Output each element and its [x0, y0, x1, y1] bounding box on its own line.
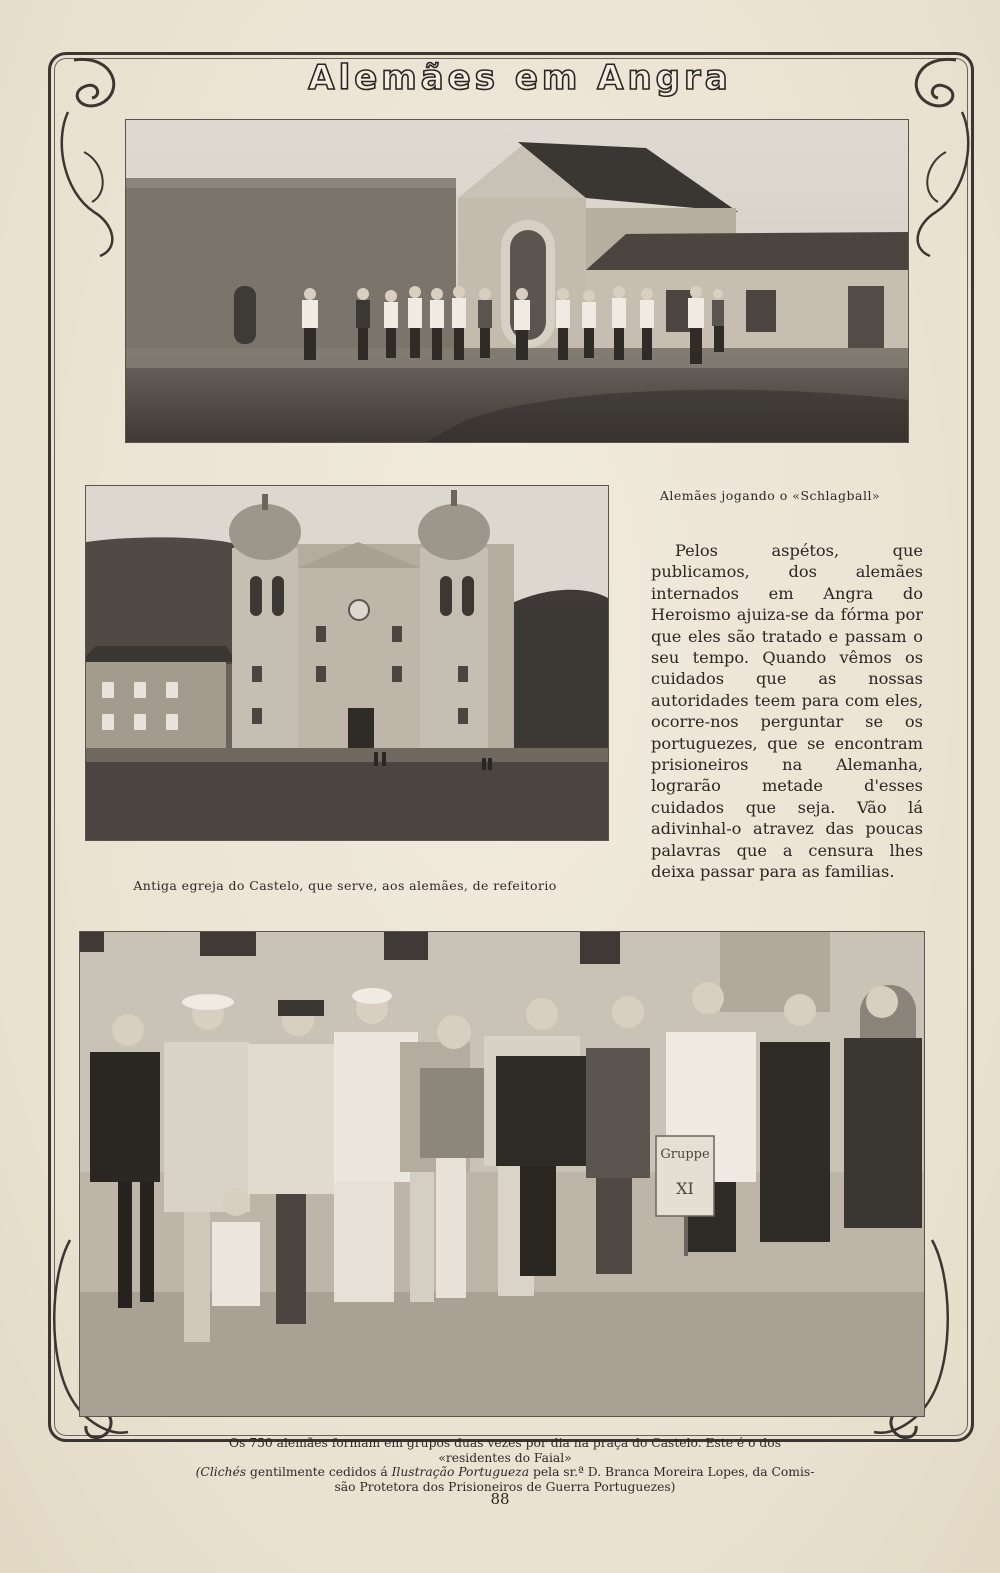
page-number: 88: [490, 1490, 510, 1508]
caption-credit-line2: são Protetora dos Prisioneiros de Guerra Portuguezes): [334, 1479, 676, 1494]
sign-text-gruppe: Gruppe: [660, 1147, 710, 1162]
credit-mid1: gentilmente cedidos á: [246, 1465, 392, 1479]
caption-credit: [120, 1465, 890, 1480]
sign-text-number: XI: [676, 1179, 694, 1198]
corner-ornament-top-left: [54, 52, 134, 262]
credit-mid2: pela sr.ª D. Branca Moreira Lopes, da Comis-: [529, 1465, 815, 1479]
photo-group-residentes: [80, 932, 924, 1416]
caption-group-line2: «residentes do Faial»: [438, 1450, 572, 1465]
caption-group: [120, 1436, 890, 1494]
photo-church: [86, 486, 608, 840]
photo-schlagball: [126, 120, 908, 442]
caption-group-line1: Os 750 alemães formam em grupos duas vezes por dia na praça do Castelo. Este é o dos: [228, 1436, 782, 1450]
page-title: Alemães em Angra: [308, 58, 732, 98]
credit-publication: Ilustração Portugueza: [391, 1465, 530, 1479]
credit-prefix: (Clichés: [195, 1465, 247, 1479]
caption-church: Antiga egreja do Castelo, que serve, aos alemães, de refeitorio: [133, 878, 557, 893]
caption-schlagball: Alemães jogando o «Schlagball»: [659, 488, 881, 503]
article-text: Pelos aspétos, que publicamos, dos alemães internados em Angra do Heroismo ajuiza-se da fórma por que eles são tratado e passam o seu tempo. Quando vêmos os cuidados que as nossas autoridades teem para com eles, ocorre-nos perguntar se os portuguezes, que se encontram prisioneiros na Alemanha, lograrão metade d'esses cuidados que seja. Vão lá adivinhal-o atravez das poucas palavras que a censura lhes deixa passar para as familias.: [651, 541, 923, 882]
